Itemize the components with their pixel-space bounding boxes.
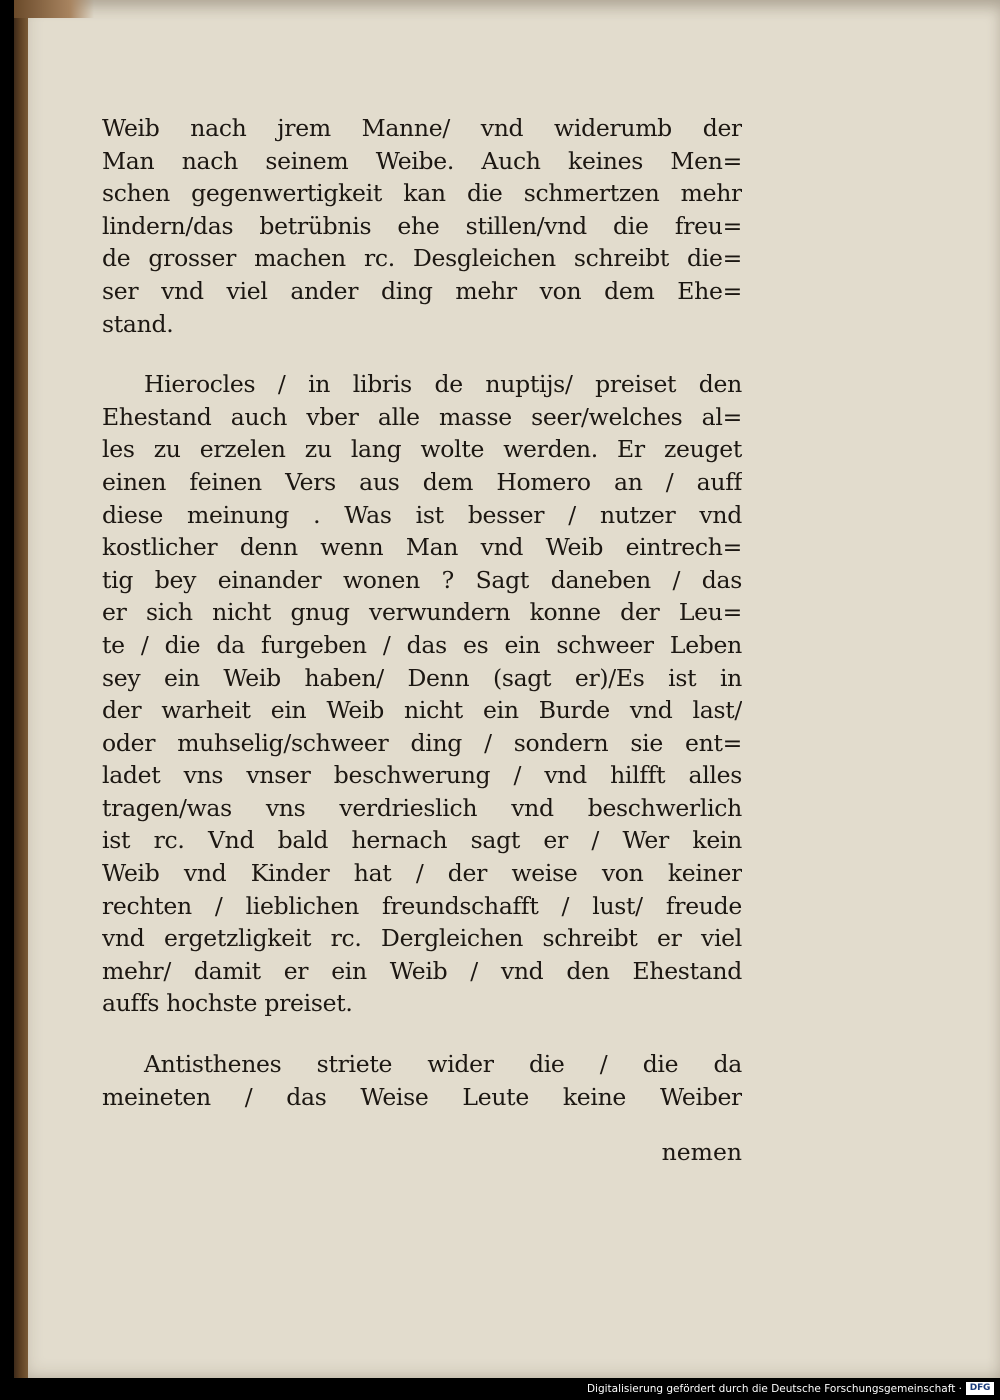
text-line: oder muhselig/schweer ding / sondern sie ent= (102, 728, 742, 757)
footer-credit: Digitalisierung gefördert durch die Deutsche Forschungsgemeinschaft · (586, 1383, 962, 1395)
dfg-logo-icon: DFG (966, 1382, 994, 1395)
text-line: diese meinung . Was ist besser / nutzer vnd (102, 500, 742, 529)
text-line: Antisthenes striete wider die / die da (144, 1050, 742, 1079)
text-line: auffs hochste preiset. (102, 989, 353, 1018)
text-line: lindern/das betrübnis ehe stillen/vnd die freu= (102, 211, 742, 240)
text-line: Ehestand auch vber alle masse seer/welches al= (102, 402, 742, 431)
paragraph (102, 112, 742, 340)
text-line: einen feinen Vers aus dem Homero an / auff (102, 467, 742, 496)
text-line: ladet vns vnser beschwerung / vnd hilfft alles (102, 761, 742, 790)
text-line: Weib vnd Kinder hat / der weise von keiner (102, 859, 742, 888)
text-line: Weib nach jrem Manne/ vnd widerumb der (102, 114, 742, 142)
text-line: kostlicher denn wenn Man vnd Weib eintrech= (102, 533, 742, 562)
text-line: te / die da furgeben / das es ein schweer Leben (102, 630, 742, 659)
page-corner-wear (14, 0, 94, 18)
text-line: er sich nicht gnug verwundern konne der Leu= (102, 598, 742, 627)
catchword: nemen (661, 1138, 742, 1166)
text-line: les zu erzelen zu lang wolte werden. Er zeuget (102, 435, 742, 464)
page-text (102, 112, 742, 1113)
text-line: Hierocles / in libris de nuptijs/ preiset den (144, 370, 742, 399)
paragraph (102, 1048, 742, 1113)
text-line: vnd ergetzligkeit rc. Dergleichen schreibt er viel (102, 924, 742, 953)
text-line: tig bey einander wonen ? Sagt daneben / das (102, 565, 742, 594)
text-line: schen gegenwertigkeit kan die schmertzen mehr (102, 179, 742, 208)
text-line: mehr/ damit er ein Weib / vnd den Ehestand (102, 956, 742, 985)
text-line: sey ein Weib haben/ Denn (sagt er)/Es ist in (102, 663, 742, 692)
text-line: stand. (102, 309, 174, 338)
text-line: meineten / das Weise Leute keine Weiber (102, 1082, 742, 1111)
text-line: Man nach seinem Weibe. Auch keines Men= (102, 146, 742, 175)
book-page (14, 0, 1000, 1378)
text-line: tragen/was vns verdrieslich vnd beschwerlich (102, 793, 742, 822)
text-line: de grosser machen rc. Desgleichen schreibt die= (102, 244, 742, 273)
binding-edge (14, 0, 28, 1378)
text-line: rechten / lieblichen freundschafft / lust/ freude (102, 891, 742, 920)
text-line: ist rc. Vnd bald hernach sagt er / Wer kein (102, 826, 742, 855)
text-line: der warheit ein Weib nicht ein Burde vnd last/ (102, 696, 742, 725)
paragraph (102, 368, 742, 1020)
text-line: ser vnd viel ander ding mehr von dem Ehe= (102, 276, 742, 305)
